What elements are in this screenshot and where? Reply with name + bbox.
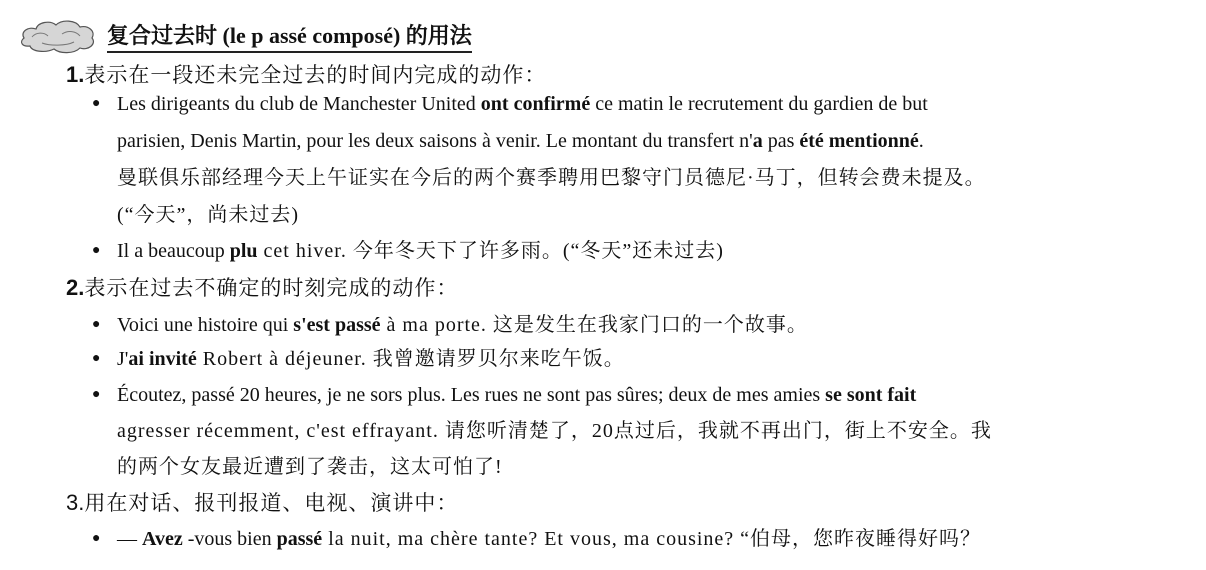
example-1-1-note: (“今天”，尚未过去)	[117, 204, 300, 226]
example-2-3-line-1: Écoutez, passé 20 heures, je ne sors plus. Les rues ne sont pas sûres; deux de mes amies se sont fait	[117, 384, 917, 406]
cloud-badge-icon	[18, 18, 98, 54]
bullet-icon: ●	[92, 243, 101, 258]
page-title: 复合过去时 (le p assé composé) 的用法	[107, 22, 472, 53]
example-2-3-line-3: 的两个女友最近遭到了袭击，这太可怕了!	[117, 456, 503, 478]
example-1-1-line-2: parisien, Denis Martin, pour les deux saisons à venir. Le montant du transfert n'a pas été mentionné.	[117, 130, 924, 152]
bullet-icon: ●	[92, 96, 101, 111]
bullet-icon: ●	[92, 387, 101, 402]
example-2-3-line-2: agresser récemment, c'est effrayant. 请您听清楚了，20点过后，我就不再出门，街上不安全。我	[117, 420, 992, 442]
example-3-1: — Avez -vous bien passé la nuit, ma chère tante? Et vous, ma cousine? “伯母，您昨夜睡得好吗？	[117, 528, 982, 550]
example-1-1-line-1: Les dirigeants du club de Manchester United ont confirmé ce matin le recrutement du gardien de but	[117, 93, 928, 115]
section-1-heading: 1.表示在一段还未完全过去的时间内完成的动作：	[66, 62, 547, 87]
bullet-icon: ●	[92, 317, 101, 332]
section-2-heading: 2.表示在过去不确定的时刻完成的动作：	[66, 275, 459, 300]
bullet-icon: ●	[92, 531, 101, 546]
example-2-1: Voici une histoire qui s'est passé à ma porte. 这是发生在我家门口的一个故事。	[117, 314, 808, 336]
example-1-1-translation: 曼联俱乐部经理今天上午证实在今后的两个赛季聘用巴黎守门员德尼·马丁，但转会费未提及。	[117, 167, 986, 189]
example-1-2: Il a beaucoup plu cet hiver. 今年冬天下了许多雨。(“冬天”还未过去)	[117, 240, 724, 262]
section-3-heading: 3.用在对话、报刊报道、电视、演讲中：	[66, 490, 459, 515]
bullet-icon: ●	[92, 351, 101, 366]
example-2-2: J'ai invité Robert à déjeuner. 我曾邀请罗贝尔来吃午饭。	[117, 348, 625, 370]
